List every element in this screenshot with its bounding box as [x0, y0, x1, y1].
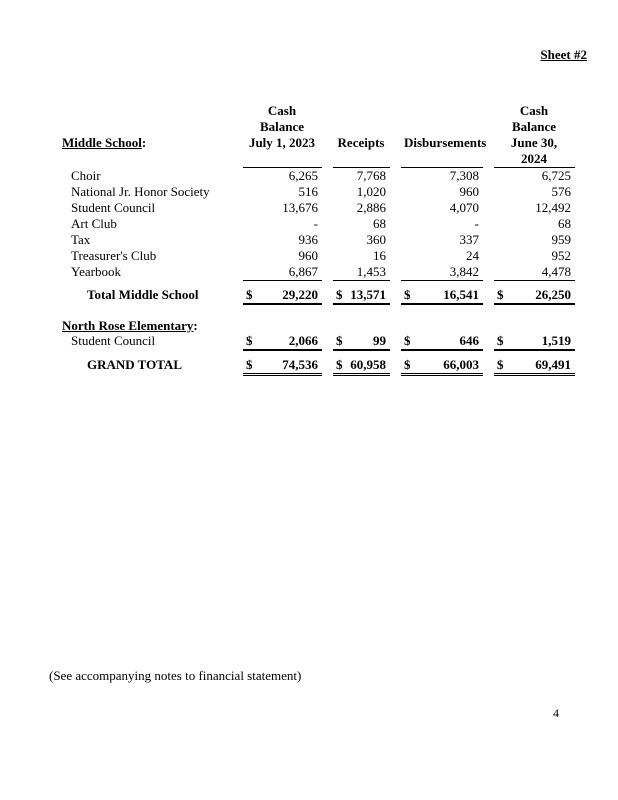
- row-label: Yearbook: [71, 264, 121, 279]
- currency-symbol: $: [336, 357, 343, 372]
- table-row-choir: [62, 168, 575, 184]
- amount-cell: 6,867: [243, 264, 322, 281]
- amount-cell: -: [474, 216, 479, 231]
- amount-cell: 16: [373, 248, 386, 263]
- amount-value: 646: [459, 333, 479, 348]
- currency-symbol: $: [497, 357, 504, 372]
- amount-cell: 960: [459, 184, 479, 199]
- amount-cell: [333, 333, 390, 351]
- amount-value: 2,066: [288, 333, 318, 348]
- currency-symbol: $: [246, 357, 253, 372]
- column-header-balance-end-line2: June 30, 2024: [494, 135, 575, 168]
- section-heading-north-rose-text: North Rose Elementary: [62, 318, 194, 333]
- amount-cell: 68: [558, 216, 571, 231]
- currency-symbol: $: [404, 333, 411, 348]
- amount-cell: 960: [298, 248, 318, 263]
- table-row-grand-total: [62, 356, 575, 376]
- column-header-balance-start-line1: Cash Balance: [259, 103, 305, 134]
- amount-cell: [243, 333, 322, 351]
- amount-cell: 959: [551, 232, 571, 247]
- amount-cell: [494, 286, 575, 305]
- grand-total-label: GRAND TOTAL: [87, 357, 182, 372]
- table-row-tax: [62, 232, 575, 248]
- amount-cell: 3,842: [401, 264, 483, 281]
- section-heading-colon: :: [141, 135, 147, 150]
- sheet-number-label: Sheet #2: [540, 47, 587, 62]
- amount-cell: 4,478: [494, 264, 575, 281]
- row-label: Treasurer's Club: [71, 248, 157, 263]
- table-row-art-club: [62, 216, 575, 232]
- currency-symbol: $: [246, 333, 253, 348]
- column-header-receipts: Receipts: [333, 135, 390, 168]
- table-header-row-1: [62, 103, 575, 135]
- amount-cell: 2,886: [356, 200, 386, 215]
- table-header-row-2: [62, 135, 575, 168]
- amount-cell: 7,768: [356, 168, 386, 183]
- amount-cell: 13,676: [282, 200, 318, 215]
- amount-cell: [401, 286, 483, 305]
- section-heading-north-rose: [62, 319, 243, 333]
- section-heading-middle-school-text: Middle School: [62, 135, 142, 150]
- currency-symbol: $: [246, 287, 253, 302]
- table-row-student-council: [62, 200, 575, 216]
- section-spacer: [62, 305, 575, 319]
- amount-cell: 360: [366, 232, 386, 247]
- amount-cell: 6,725: [541, 168, 571, 183]
- amount-cell: -: [313, 216, 318, 231]
- amount-cell: 68: [373, 216, 386, 231]
- amount-cell: 7,308: [449, 168, 479, 183]
- amount-value: 99: [373, 333, 386, 348]
- section-heading-colon: :: [193, 318, 198, 333]
- amount-value: 66,003: [443, 357, 479, 372]
- column-header-disbursements: Disbursements: [401, 135, 483, 168]
- row-label: Tax: [71, 232, 91, 247]
- amount-cell: 576: [551, 184, 571, 199]
- row-label: Choir: [71, 168, 101, 183]
- total-row-label: Total Middle School: [87, 287, 199, 302]
- cash-balance-table: [62, 103, 575, 376]
- amount-cell: [401, 356, 483, 376]
- amount-cell: [333, 286, 390, 305]
- amount-value: 29,220: [282, 287, 318, 302]
- table-row-yearbook: [62, 264, 575, 281]
- amount-cell: 24: [466, 248, 479, 263]
- row-label: Student Council: [71, 200, 156, 215]
- amount-value: 74,536: [282, 357, 318, 372]
- page-number: 4: [553, 706, 559, 720]
- accompanying-notes-text: (See accompanying notes to financial statement): [49, 668, 302, 683]
- row-label: Art Club: [71, 216, 117, 231]
- amount-cell: [401, 333, 483, 351]
- currency-symbol: $: [404, 287, 411, 302]
- total-middle-school-section: [62, 281, 575, 305]
- currency-symbol: $: [404, 357, 411, 372]
- amount-cell: [494, 356, 575, 376]
- amount-value: 13,571: [350, 287, 386, 302]
- currency-symbol: $: [336, 287, 343, 302]
- amount-cell: 516: [298, 184, 318, 199]
- amount-cell: 952: [551, 248, 571, 263]
- amount-cell: 936: [298, 232, 318, 247]
- row-label: Student Council: [71, 333, 156, 348]
- amount-cell: 1,453: [333, 264, 390, 281]
- amount-cell: 337: [459, 232, 479, 247]
- amount-cell: [243, 286, 322, 305]
- column-header-balance-end-line1: Cash Balance: [511, 103, 557, 134]
- section-heading-middle-school: [62, 135, 243, 168]
- row-label: National Jr. Honor Society: [71, 184, 210, 199]
- grand-total-section: [62, 351, 575, 376]
- amount-cell: 1,020: [356, 184, 386, 199]
- amount-value: 26,250: [535, 287, 571, 302]
- amount-cell: [243, 356, 322, 376]
- amount-cell: [333, 356, 390, 376]
- column-header-balance-start-line2: July 1, 2023: [243, 135, 322, 168]
- amount-cell: 4,070: [449, 200, 479, 215]
- amount-cell: 12,492: [535, 200, 571, 215]
- amount-value: 69,491: [535, 357, 571, 372]
- amount-cell: 6,265: [288, 168, 318, 183]
- amount-value: 60,958: [350, 357, 386, 372]
- table-row-north-rose-heading: [62, 319, 575, 333]
- table-row-njhs: [62, 184, 575, 200]
- currency-symbol: $: [497, 287, 504, 302]
- amount-cell: [494, 333, 575, 351]
- header-spacer: [62, 103, 243, 135]
- table-row-treasurers-club: [62, 248, 575, 264]
- amount-value: 1,519: [541, 333, 571, 348]
- currency-symbol: $: [336, 333, 343, 348]
- table-row-nr-student-council: [62, 333, 575, 351]
- currency-symbol: $: [497, 333, 504, 348]
- amount-value: 16,541: [443, 287, 479, 302]
- table-row-total-middle-school: [62, 286, 575, 305]
